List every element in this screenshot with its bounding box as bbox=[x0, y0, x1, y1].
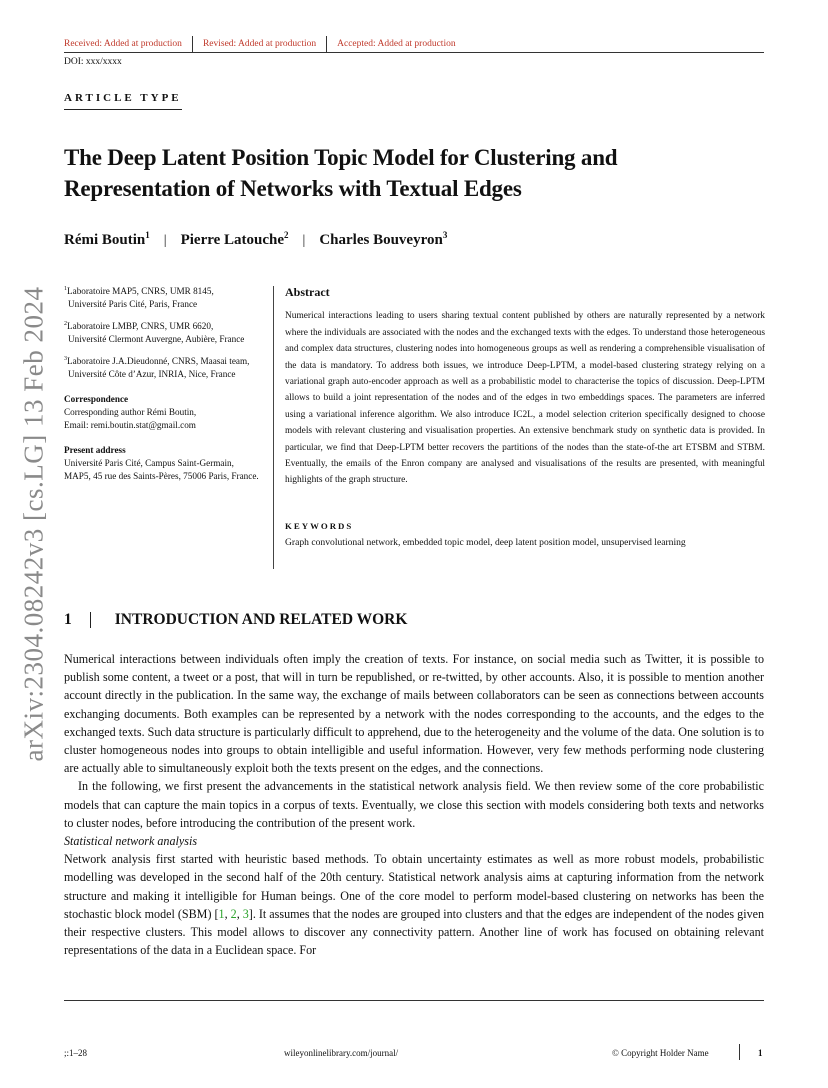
correspondence-heading: Correspondence bbox=[64, 394, 129, 405]
affiliation-3: $^3$Laboratoire J.A.Dieudonné, CNRS, Maasai team, Université Côte d’Azur, INRIA, Nice, France bbox=[64, 356, 250, 380]
citation-link[interactable]: 2 bbox=[230, 906, 237, 921]
author-2: Pierre Latouche$^2$ bbox=[180, 230, 289, 248]
author-list bbox=[64, 230, 447, 249]
author-1: Rémi Boutin$^1$ bbox=[64, 230, 150, 248]
header-rule bbox=[64, 52, 764, 53]
abstract bbox=[285, 284, 765, 489]
subsection-heading: Statistical network analysis bbox=[64, 834, 198, 849]
column-divider bbox=[273, 286, 274, 569]
paper-title bbox=[64, 142, 764, 204]
keywords-text: Graph convolutional network, embedded topic model, deep latent position model, unsupervised learning bbox=[285, 537, 686, 548]
page-range: ;:1–28 bbox=[64, 1048, 88, 1058]
title-line-2: Representation of Networks with Textual Edges bbox=[64, 176, 522, 201]
author-separator: | bbox=[302, 233, 306, 248]
affiliation-1: $^1$Laboratoire MAP5, CNRS, UMR 8145, Université Paris Cité, Paris, France bbox=[64, 286, 214, 310]
author-3: Charles Bouveyron$^3$ bbox=[319, 230, 448, 248]
paragraph-2: In the following, we first present the advancements in the statistical network analysis field. We then review some of the core probabilistic models that can capture the main topics in a corpus of texts. Eventually, we close this section with models considering both texts and networks to cluster nodes, before introducing the contribution of the present work. bbox=[64, 779, 764, 830]
divider bbox=[326, 36, 327, 52]
accepted-date: Accepted: Added at production bbox=[337, 39, 456, 49]
copyright: © Copyright Holder Name bbox=[612, 1048, 709, 1058]
title-line-1: The Deep Latent Position Topic Model for Clustering and bbox=[64, 145, 618, 170]
correspondence-author: Corresponding author Rémi Boutin, bbox=[64, 407, 197, 418]
section-number: 1 bbox=[64, 611, 72, 628]
article-type: ARTICLE TYPE bbox=[64, 92, 182, 110]
received-date: Received: Added at production bbox=[64, 39, 182, 49]
page-number: 1 bbox=[758, 1048, 763, 1058]
keywords-heading: KEYWORDS bbox=[285, 521, 354, 531]
present-address-line-1: Université Paris Cité, Campus Saint-Germain, bbox=[64, 458, 234, 469]
author-separator: | bbox=[163, 233, 167, 248]
present-address-line-2: MAP5, 45 rue des Saints-Pères, 75006 Paris, France. bbox=[64, 471, 259, 482]
citation-link[interactable]: 3 bbox=[242, 906, 249, 921]
citation-link[interactable]: 1 bbox=[218, 906, 225, 921]
journal-url: wileyonlinelibrary.com/journal/ bbox=[284, 1048, 399, 1058]
abstract-heading: Abstract bbox=[285, 285, 330, 299]
arxiv-stamp: arXiv:2304.08242v3 [cs.LG] 13 Feb 2024 bbox=[18, 286, 49, 762]
footer-divider bbox=[739, 1044, 740, 1060]
doi: DOI: xxx/xxxx bbox=[64, 57, 122, 67]
section-divider bbox=[90, 612, 91, 628]
footer-rule bbox=[64, 1000, 764, 1001]
body-text bbox=[64, 650, 764, 959]
paragraph-3: Network analysis first started with heuristic based methods. To obtain uncertainty estimates as well as more robust models, probabilistic modelling was developed in the second half of the 20th century. Statistical network analysis aims at capturing information from the network structure and making it intelligible for Human beings. One of the core model to perform model-based clustering on networks has been the stochastic block model (SBM) [1, 2, 3]. It assumes that the nodes are grouped into clusters and that the edges are independent of the nodes given their respective clusters. This model allows to discover any connectivity pattern. Another line of work has focused on obtaining relevant representations of the data in a Euclidean space. For bbox=[64, 852, 765, 958]
correspondence-email: Email: remi.boutin.stat@gmail.com bbox=[64, 420, 196, 431]
publication-dates bbox=[64, 36, 456, 52]
abstract-text: Numerical interactions leading to users sharing textual content published by others are naturally represented by a network where the individuals are associated with the nodes and the exchanged texts with the edges. To understand those heterogeneous and complex data structures, clustering nodes into homogeneous groups as well as rendering a comprehensible visualisation of the data is mandatory. To address both issues, we introduce Deep-LPTM, a model-based clustering strategy relying on a variational graph auto-encoder approach as well as a probabilistic model to characterise the topics of discussion. Deep-LPTM allows to build a joint representation of the nodes and of the edges in two embeddings spaces. The parameters are inferred using a variational inference algorithm. We also introduce IC2L, a model selection criterion specifically designed to choose models with relevant clustering and visualisation properties. An extensive benchmark study on synthetic data is provided. In particular, we find that Deep-LPTM better recovers the partitions of the nodes than the state-of-the art ETSBM and STBM. Eventually, the emails of the Enron company are analysed and visualisations of the results are presented, with meaningful highlights of the graph structure. bbox=[285, 311, 765, 486]
affiliations-column bbox=[64, 283, 274, 483]
revised-date: Revised: Added at production bbox=[202, 39, 317, 49]
paragraph-1: Numerical interactions between individuals often imply the creation of texts. For instance, on social media such as Twitter, it is possible to publish some content, a tweet or a post, that will in turn be republished, or re-twitted, by other accounts. Also, it is possible to mention another account directly in the publication. In the same way, the exchange of mails between collaborators can be seen as connections between accounts exchanging documents. Both examples can be represented by a network with the nodes corresponding to the accounts, and the edges to the exchanged texts. Such data structure is particularly difficult to apprehend, due to the heterogeneity and the volume of the data. One solution is to cluster homogeneous nodes into groups to obtain intelligible and useful information. However, very few methods performing node clustering are actually able to simultaneously exploit both the texts present on the edges, and the connections. bbox=[64, 652, 764, 776]
affiliation-2: $^2$Laboratoire LMBP, CNRS, UMR 6620, Université Clermont Auvergne, Aubière, France bbox=[64, 321, 245, 345]
divider bbox=[192, 36, 193, 52]
present-address-heading: Present address bbox=[64, 445, 126, 456]
section-heading bbox=[64, 611, 407, 629]
section-title: INTRODUCTION AND RELATED WORK bbox=[114, 611, 408, 628]
